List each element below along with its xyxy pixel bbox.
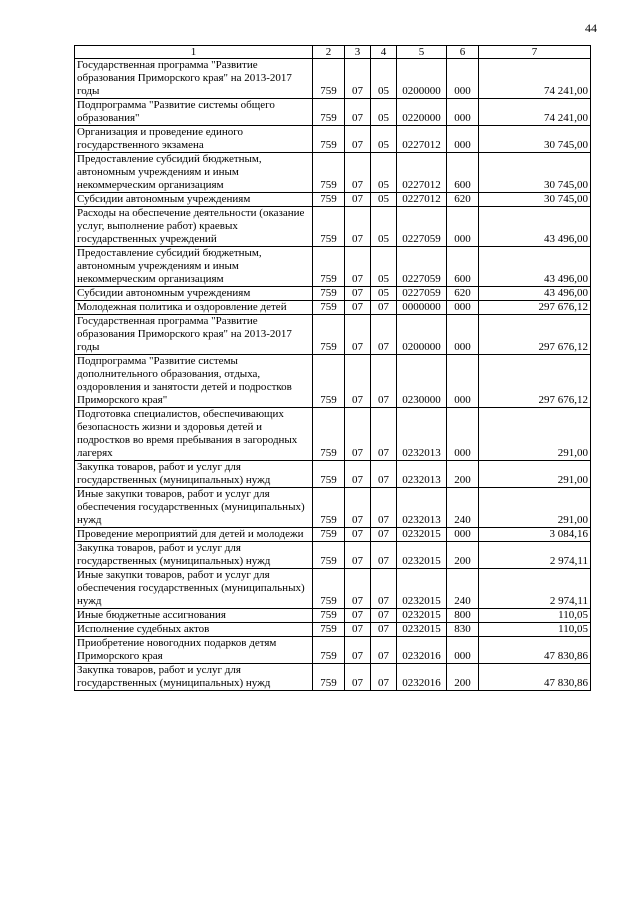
row-amount-cell: 110,05	[479, 609, 591, 623]
row-code-cell: 05	[371, 99, 397, 126]
table-row	[75, 126, 591, 153]
row-name-cell: Подготовка специалистов, обеспечивающих безопасность жизни и здоровья детей и подростков во время пребывания в загородных лагерях	[75, 408, 313, 461]
row-code-cell: 000	[447, 59, 479, 99]
page-number: 44	[585, 21, 597, 35]
row-code-cell: 07	[345, 287, 371, 301]
row-code-cell: 000	[447, 315, 479, 355]
row-code-cell: 0227059	[397, 287, 447, 301]
row-code-cell: 0232016	[397, 637, 447, 664]
row-code-cell: 759	[313, 315, 345, 355]
row-name-cell: Приобретение новогодних подарков детям Приморского края	[75, 637, 313, 664]
row-amount-cell: 74 241,00	[479, 99, 591, 126]
row-code-cell: 0227059	[397, 247, 447, 287]
row-amount-cell: 110,05	[479, 623, 591, 637]
row-code-cell: 000	[447, 126, 479, 153]
row-name-cell: Предоставление субсидий бюджетным, автономным учреждениям и иным некоммерческим организациям	[75, 153, 313, 193]
row-code-cell: 07	[345, 623, 371, 637]
table-row	[75, 59, 591, 99]
row-code-cell: 759	[313, 569, 345, 609]
row-code-cell: 07	[371, 408, 397, 461]
row-amount-cell: 291,00	[479, 408, 591, 461]
row-amount-cell: 291,00	[479, 461, 591, 488]
column-header: 6	[447, 46, 479, 59]
row-code-cell: 05	[371, 193, 397, 207]
row-code-cell: 759	[313, 408, 345, 461]
row-code-cell: 759	[313, 461, 345, 488]
row-code-cell: 0232015	[397, 623, 447, 637]
row-code-cell: 05	[371, 207, 397, 247]
row-name-cell: Подпрограмма "Развитие системы дополнительного образования, отдыха, оздоровления и занятости детей и подростков Приморского края"	[75, 355, 313, 408]
column-header: 2	[313, 46, 345, 59]
row-code-cell: 07	[345, 207, 371, 247]
row-code-cell: 0232015	[397, 609, 447, 623]
row-code-cell: 07	[345, 99, 371, 126]
row-code-cell: 05	[371, 247, 397, 287]
table-row	[75, 637, 591, 664]
row-code-cell: 07	[371, 609, 397, 623]
row-code-cell: 07	[371, 488, 397, 528]
row-code-cell: 0227012	[397, 193, 447, 207]
row-code-cell: 200	[447, 542, 479, 569]
row-amount-cell: 30 745,00	[479, 193, 591, 207]
row-code-cell: 759	[313, 637, 345, 664]
row-code-cell: 0232013	[397, 461, 447, 488]
row-code-cell: 07	[371, 355, 397, 408]
row-code-cell: 0232015	[397, 569, 447, 609]
table-row	[75, 247, 591, 287]
table-row	[75, 664, 591, 691]
row-code-cell: 830	[447, 623, 479, 637]
row-code-cell: 000	[447, 355, 479, 408]
row-code-cell: 000	[447, 207, 479, 247]
row-name-cell: Предоставление субсидий бюджетным, автономным учреждениям и иным некоммерческим организациям	[75, 247, 313, 287]
row-amount-cell: 2 974,11	[479, 569, 591, 609]
row-name-cell: Закупка товаров, работ и услуг для государственных (муниципальных) нужд	[75, 664, 313, 691]
row-name-cell: Государственная программа "Развитие образования Приморского края" на 2013-2017 годы	[75, 315, 313, 355]
row-amount-cell: 297 676,12	[479, 315, 591, 355]
row-code-cell: 759	[313, 664, 345, 691]
row-amount-cell: 43 496,00	[479, 207, 591, 247]
row-code-cell: 759	[313, 623, 345, 637]
row-code-cell: 0232015	[397, 542, 447, 569]
row-code-cell: 07	[345, 637, 371, 664]
row-code-cell: 07	[371, 542, 397, 569]
row-code-cell: 07	[371, 301, 397, 315]
table-row	[75, 542, 591, 569]
row-name-cell: Субсидии автономным учреждениям	[75, 287, 313, 301]
row-amount-cell: 43 496,00	[479, 287, 591, 301]
table-row	[75, 287, 591, 301]
row-code-cell: 0232016	[397, 664, 447, 691]
row-code-cell: 200	[447, 664, 479, 691]
table-row	[75, 528, 591, 542]
row-code-cell: 620	[447, 193, 479, 207]
row-code-cell: 07	[345, 488, 371, 528]
row-name-cell: Проведение мероприятий для детей и молодежи	[75, 528, 313, 542]
row-code-cell: 07	[345, 461, 371, 488]
row-amount-cell: 47 830,86	[479, 664, 591, 691]
row-name-cell: Подпрограмма "Развитие системы общего образования"	[75, 99, 313, 126]
row-name-cell: Государственная программа "Развитие образования Приморского края" на 2013-2017 годы	[75, 59, 313, 99]
row-code-cell: 0000000	[397, 301, 447, 315]
row-code-cell: 05	[371, 287, 397, 301]
row-code-cell: 07	[345, 301, 371, 315]
row-code-cell: 07	[345, 609, 371, 623]
table-row	[75, 99, 591, 126]
row-code-cell: 759	[313, 528, 345, 542]
row-code-cell: 759	[313, 247, 345, 287]
row-code-cell: 240	[447, 569, 479, 609]
row-code-cell: 07	[345, 569, 371, 609]
row-code-cell: 600	[447, 153, 479, 193]
row-name-cell: Субсидии автономным учреждениям	[75, 193, 313, 207]
row-code-cell: 759	[313, 153, 345, 193]
table-row	[75, 623, 591, 637]
row-name-cell: Иные закупки товаров, работ и услуг для обеспечения государственных (муниципальных) нужд	[75, 488, 313, 528]
row-code-cell: 07	[345, 408, 371, 461]
table-row	[75, 461, 591, 488]
row-code-cell: 07	[371, 637, 397, 664]
column-header: 7	[479, 46, 591, 59]
row-code-cell: 240	[447, 488, 479, 528]
row-name-cell: Организация и проведение единого государственного экзамена	[75, 126, 313, 153]
row-name-cell: Закупка товаров, работ и услуг для государственных (муниципальных) нужд	[75, 542, 313, 569]
row-code-cell: 600	[447, 247, 479, 287]
row-code-cell: 0227012	[397, 153, 447, 193]
row-code-cell: 0232015	[397, 528, 447, 542]
row-amount-cell: 291,00	[479, 488, 591, 528]
row-name-cell: Исполнение судебных актов	[75, 623, 313, 637]
table-header-row	[75, 46, 591, 59]
table-row	[75, 207, 591, 247]
row-code-cell: 05	[371, 126, 397, 153]
row-code-cell: 0232013	[397, 408, 447, 461]
row-amount-cell: 297 676,12	[479, 301, 591, 315]
row-amount-cell: 74 241,00	[479, 59, 591, 99]
row-code-cell: 05	[371, 59, 397, 99]
row-code-cell: 759	[313, 99, 345, 126]
table-row	[75, 315, 591, 355]
row-code-cell: 200	[447, 461, 479, 488]
table-row	[75, 193, 591, 207]
row-code-cell: 0227059	[397, 207, 447, 247]
row-code-cell: 07	[345, 355, 371, 408]
row-code-cell: 759	[313, 542, 345, 569]
row-code-cell: 07	[345, 193, 371, 207]
row-code-cell: 620	[447, 287, 479, 301]
row-code-cell: 0200000	[397, 59, 447, 99]
row-code-cell: 07	[371, 528, 397, 542]
row-amount-cell: 43 496,00	[479, 247, 591, 287]
row-code-cell: 0200000	[397, 315, 447, 355]
row-code-cell: 0230000	[397, 355, 447, 408]
row-code-cell: 07	[371, 461, 397, 488]
row-code-cell: 07	[345, 247, 371, 287]
row-code-cell: 07	[371, 315, 397, 355]
row-amount-cell: 3 084,16	[479, 528, 591, 542]
row-code-cell: 759	[313, 59, 345, 99]
row-code-cell: 07	[345, 528, 371, 542]
table-row	[75, 301, 591, 315]
row-code-cell: 05	[371, 153, 397, 193]
table-body	[75, 59, 591, 691]
row-code-cell: 0220000	[397, 99, 447, 126]
row-code-cell: 000	[447, 528, 479, 542]
column-header: 1	[75, 46, 313, 59]
table-row	[75, 609, 591, 623]
row-code-cell: 759	[313, 355, 345, 408]
row-name-cell: Иные бюджетные ассигнования	[75, 609, 313, 623]
table-row	[75, 153, 591, 193]
row-amount-cell: 297 676,12	[479, 355, 591, 408]
row-amount-cell: 47 830,86	[479, 637, 591, 664]
row-code-cell: 759	[313, 126, 345, 153]
row-code-cell: 800	[447, 609, 479, 623]
row-code-cell: 759	[313, 488, 345, 528]
row-code-cell: 07	[345, 542, 371, 569]
row-code-cell: 759	[313, 609, 345, 623]
row-name-cell: Молодежная политика и оздоровление детей	[75, 301, 313, 315]
row-code-cell: 000	[447, 637, 479, 664]
row-code-cell: 759	[313, 193, 345, 207]
table-row	[75, 569, 591, 609]
row-code-cell: 759	[313, 301, 345, 315]
column-header: 5	[397, 46, 447, 59]
row-code-cell: 07	[345, 664, 371, 691]
row-amount-cell: 2 974,11	[479, 542, 591, 569]
row-code-cell: 759	[313, 207, 345, 247]
row-code-cell: 0232013	[397, 488, 447, 528]
row-code-cell: 07	[345, 59, 371, 99]
row-code-cell: 07	[371, 569, 397, 609]
row-code-cell: 07	[345, 153, 371, 193]
row-code-cell: 759	[313, 287, 345, 301]
row-name-cell: Иные закупки товаров, работ и услуг для обеспечения государственных (муниципальных) нужд	[75, 569, 313, 609]
row-code-cell: 07	[345, 315, 371, 355]
row-code-cell: 07	[345, 126, 371, 153]
row-name-cell: Закупка товаров, работ и услуг для государственных (муниципальных) нужд	[75, 461, 313, 488]
table-row	[75, 355, 591, 408]
row-code-cell: 0227012	[397, 126, 447, 153]
column-header: 4	[371, 46, 397, 59]
row-code-cell: 000	[447, 99, 479, 126]
row-code-cell: 07	[371, 664, 397, 691]
column-header: 3	[345, 46, 371, 59]
row-code-cell: 000	[447, 408, 479, 461]
row-amount-cell: 30 745,00	[479, 153, 591, 193]
table-row	[75, 488, 591, 528]
row-amount-cell: 30 745,00	[479, 126, 591, 153]
table-row	[75, 408, 591, 461]
row-name-cell: Расходы на обеспечение деятельности (оказание услуг, выполнение работ) краевых государственных учреждений	[75, 207, 313, 247]
row-code-cell: 000	[447, 301, 479, 315]
budget-table	[74, 45, 591, 691]
row-code-cell: 07	[371, 623, 397, 637]
